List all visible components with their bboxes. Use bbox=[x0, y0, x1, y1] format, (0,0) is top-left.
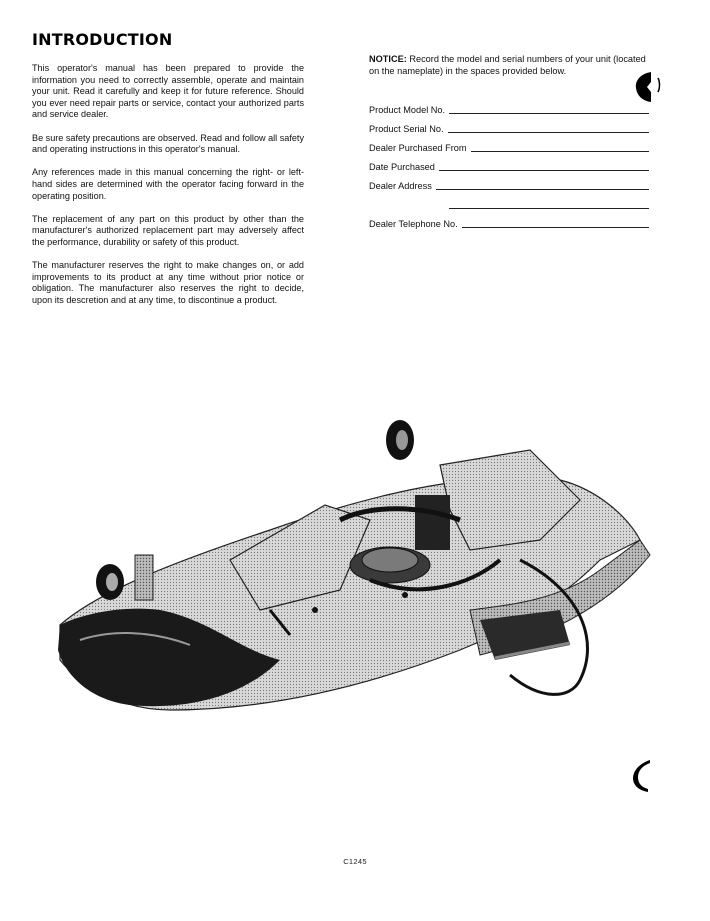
field-product-model[interactable] bbox=[369, 97, 649, 116]
field-label: Product Model No. bbox=[369, 104, 446, 115]
notice-text bbox=[369, 54, 649, 77]
intro-paragraph-safety: Be sure safety precautions are observed. Read and follow all safety and operating instructions in this operator's manual. bbox=[32, 132, 304, 155]
field-dealer-telephone[interactable] bbox=[369, 211, 649, 230]
intro-text bbox=[32, 63, 304, 318]
page-title: INTRODUCTION bbox=[32, 30, 173, 49]
field-line[interactable] bbox=[439, 162, 649, 171]
field-label: Dealer Telephone No. bbox=[369, 218, 458, 229]
field-line[interactable] bbox=[436, 181, 649, 190]
intro-paragraph-replacement: The replacement of any part on this product by other than the manufacturer's authorized replacement part may adversely affect the performance, durability or safety of this product. bbox=[32, 213, 304, 247]
field-label: Date Purchased bbox=[369, 161, 435, 172]
record-fields bbox=[369, 97, 649, 230]
field-label: Dealer Address bbox=[369, 180, 432, 191]
field-dealer-address-line2[interactable] bbox=[369, 192, 649, 211]
notice-label: NOTICE: bbox=[369, 54, 407, 64]
intro-paragraph-purpose: This operator's manual has been prepared to provide the information you need to correctly assemble, operate and maintain your unit. Read it carefully and keep it for future reference. Should you ever need repair parts or service, contact your authorized parts and service dealer. bbox=[32, 63, 304, 120]
field-line[interactable] bbox=[462, 219, 649, 228]
field-line[interactable] bbox=[449, 200, 649, 209]
field-date-purchased[interactable] bbox=[369, 154, 649, 173]
binding-hole-mark-icon bbox=[633, 70, 663, 104]
intro-paragraph-orientation: Any references made in this manual concerning the right- or left-hand sides are determined with the operator facing forward in the operating position. bbox=[32, 167, 304, 201]
notice-body: Record the model and serial numbers of your unit (located on the nameplate) in the spaces provided below. bbox=[369, 54, 646, 76]
intro-paragraph-changes: The manufacturer reserves the right to make changes on, or add improvements to its product at any time without prior notice or obligation. The manufacturer also reserves the right to decide, upon its descretion and at any time, to discontinue a product. bbox=[32, 260, 304, 305]
field-dealer-purchased-from[interactable] bbox=[369, 135, 649, 154]
field-line[interactable] bbox=[449, 105, 649, 114]
mower-deck-illustration bbox=[40, 410, 670, 730]
field-line[interactable] bbox=[448, 124, 649, 133]
field-dealer-address[interactable] bbox=[369, 173, 649, 192]
field-label: Product Serial No. bbox=[369, 123, 444, 134]
figure-code: C1245 bbox=[343, 857, 367, 866]
field-product-serial[interactable] bbox=[369, 116, 649, 135]
field-line[interactable] bbox=[471, 143, 649, 152]
binding-hole-mark-icon bbox=[628, 758, 656, 794]
field-label: Dealer Purchased From bbox=[369, 142, 467, 153]
record-section bbox=[369, 54, 649, 230]
